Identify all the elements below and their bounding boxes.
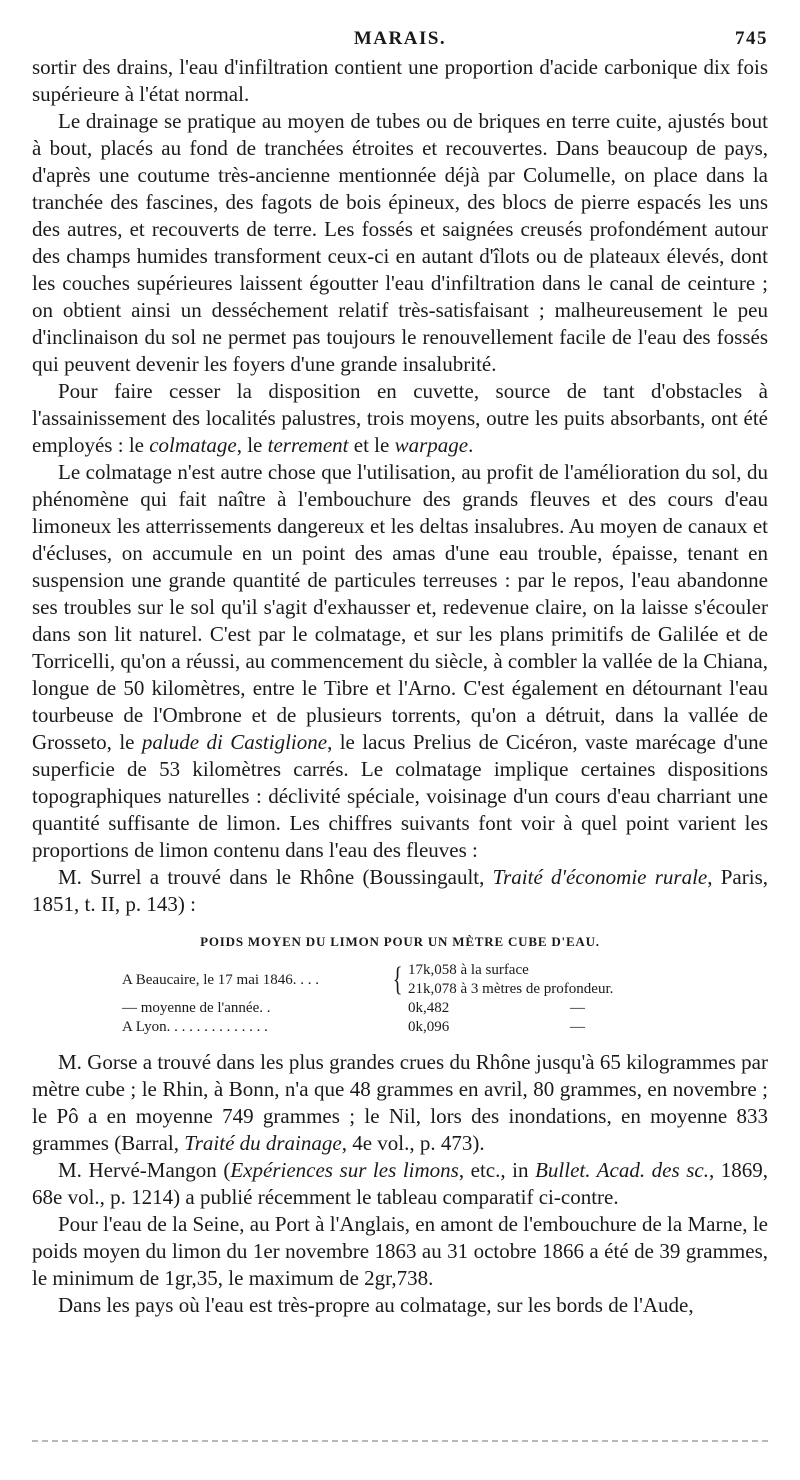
running-title: MARAIS. [353,28,447,49]
document-page [32,24,768,1319]
paragraph-6 [32,1049,768,1157]
footer-divider [32,1440,768,1442]
paragraph-7 [32,1157,768,1211]
table-location: — moyenne de l'année. . [122,1000,271,1016]
table-dash: — [570,1000,585,1016]
table-value: 21k,078 à 3 mètres de profondeur. [408,981,614,997]
page-number: 745 [735,28,768,49]
term-palude: palude di Castiglione [141,730,328,754]
table-location: A Lyon. . . . . . . . . . . . . . [122,1019,268,1035]
citation-journal: Bullet. Acad. des sc. [535,1158,709,1182]
citation-title: Traité du drainage [184,1131,342,1155]
paragraph-3-text: , le [236,433,268,457]
table-value: 0k,482 [408,1000,450,1016]
paragraph-5-text: M. Surrel a trouvé dans le Rhône (Boussingault, [58,865,493,889]
body-text [32,54,768,918]
table-row [32,961,768,999]
term-warpage: warpage [394,433,469,457]
table-row [32,1018,768,1037]
paragraph-4-text: , le lacus Prelius de Cicéron, vaste marécage d'une superficie de 53 kilomètres carrés. Le colmatage implique certaines dispositions topographiques naturelles : déclivité spéciale, voisinage d'un cours d'eau charriant une quantité suffisante de limon. Les chiffres suivants font voir à quel point varient les proportions de limon contenu dans l'eau des fleuves : [32,730,768,862]
paragraph-5 [32,864,768,918]
table-values [408,961,613,999]
paragraph-7-text: , etc., in [458,1158,536,1182]
paragraph-1: sortir des drains, l'eau d'infiltration contient une proportion d'acide carbonique dix fois supérieure à l'état normal. [32,55,768,106]
term-terrement: terrement [267,433,349,457]
paragraph-3-text: et le [348,433,395,457]
paragraph-6-text: , 4e vol., p. 473). [341,1131,485,1155]
table-dash: — [570,1019,585,1035]
paragraph-5-text: , Paris, 1851, t. II, p. 143) : [32,865,768,916]
paragraph-4-text: Le colmatage n'est autre chose que l'utilisation, au profit de l'amélioration du sol, du phénomène qui fait naître à l'embouchure des grands fleuves et des cours d'eau limoneux les atterrissements dangereux et les deltas insalubres. Au moyen de canaux et d'écluses, on accumule en un point des amas d'une eau trouble, épaisse, tenant en suspension une grande quantité de particules terreuses : par le repos, l'eau abandonne ses troubles sur le sol qu'il s'agit d'exhausser et, redevenue claire, on la laisse s'écouler dans son lit naturel. C'est par le colmatage, et sur les plans primitifs de Galilée et de Torricelli, qu'on a réussi, au commencement du siècle, à combler la vallée de la Chiana, longue de 50 kilomètres, entre le Tibre et l'Arno. C'est également en détournant l'eau tourbeuse de l'Ombrone et de plusieurs torrents, qu'on a détruit, dans la vallée de Grosseto, le [32,460,768,754]
paragraph-3-text: . [468,433,474,457]
citation-title: Expériences sur les limons [230,1158,459,1182]
table-value: 0k,096 [408,1019,450,1035]
paragraph-2: Le drainage se pratique au moyen de tubes ou de briques en terre cuite, ajustés bout à bout, placés au fond de tranchées étroites et recouvertes. Dans beaucoup de pays, d'après une coutume très-ancienne mentionnée déjà par Columelle, on place dans la tranchée des fascines, des fagots de bois épineux, des blocs de pierre espacés les uns des autres, et recouverts de terre. Les fossés et saignées creusés profondément autour des champs humides transforment ceux-ci en autant d'îlots ou de plateaux élevés, dont les couches supérieures laissent égoutter l'eau d'infiltration dans le canal de ceinture ; on obtient ainsi un desséchement relatif très-satisfaisant ; malheureusement le peu d'inclinaison du sol ne permet pas toujours le renouvellement facile de l'eau des fossés qui peuvent devenir les foyers d'une grande insalubrité. [32,109,768,376]
brace-icon: { [392,961,403,998]
paragraph-7-text: , 1869, 68e vol., p. 1214) a publié récemment le tableau comparatif ci-contre. [32,1158,769,1209]
table-value: 17k,058 à la surface [408,962,529,978]
citation-title: Traité d'économie rurale [492,865,708,889]
paragraph-7-text: M. Hervé-Mangon ( [58,1158,231,1182]
term-colmatage: colmatage [149,433,237,457]
paragraph-9: Dans les pays où l'eau est très-propre au colmatage, sur les bords de l'Aude, [58,1293,694,1317]
table-title: POIDS MOYEN DU LIMON POUR UN MÈTRE CUBE D'EAU. [200,934,600,949]
table-row [32,999,768,1018]
body-text-continued [32,1049,768,1319]
paragraph-8: Pour l'eau de la Seine, au Port à l'Anglais, en amont de l'embouchure de la Marne, le poids moyen du limon du 1er novembre 1863 au 31 octobre 1866 a été de 39 grammes, le minimum de 1gr,35, le maximum de 2gr,738. [32,1212,768,1290]
page-header [32,24,768,54]
paragraph-3 [32,378,768,459]
paragraph-6-text: M. Gorse a trouvé dans les plus grandes crues du Rhône jusqu'à 65 kilogrammes par mètre cube ; le Rhin, à Bonn, n'a que 48 grammes en avril, 80 grammes, en novembre ; le Pô a en moyenne 749 grammes ; le Nil, lors des inondations, en moyenne 833 grammes (Barral, [32,1050,768,1155]
silt-table [32,932,768,1037]
paragraph-4 [32,459,768,864]
table-location: A Beaucaire, le 17 mai 1846. . . . [122,971,320,988]
paragraph-3-text: Pour faire cesser la disposition en cuvette, source de tant d'obstacles à l'assainissement des localités palustres, trois moyens, outre les puits absorbants, ont été employés : le [32,379,768,457]
